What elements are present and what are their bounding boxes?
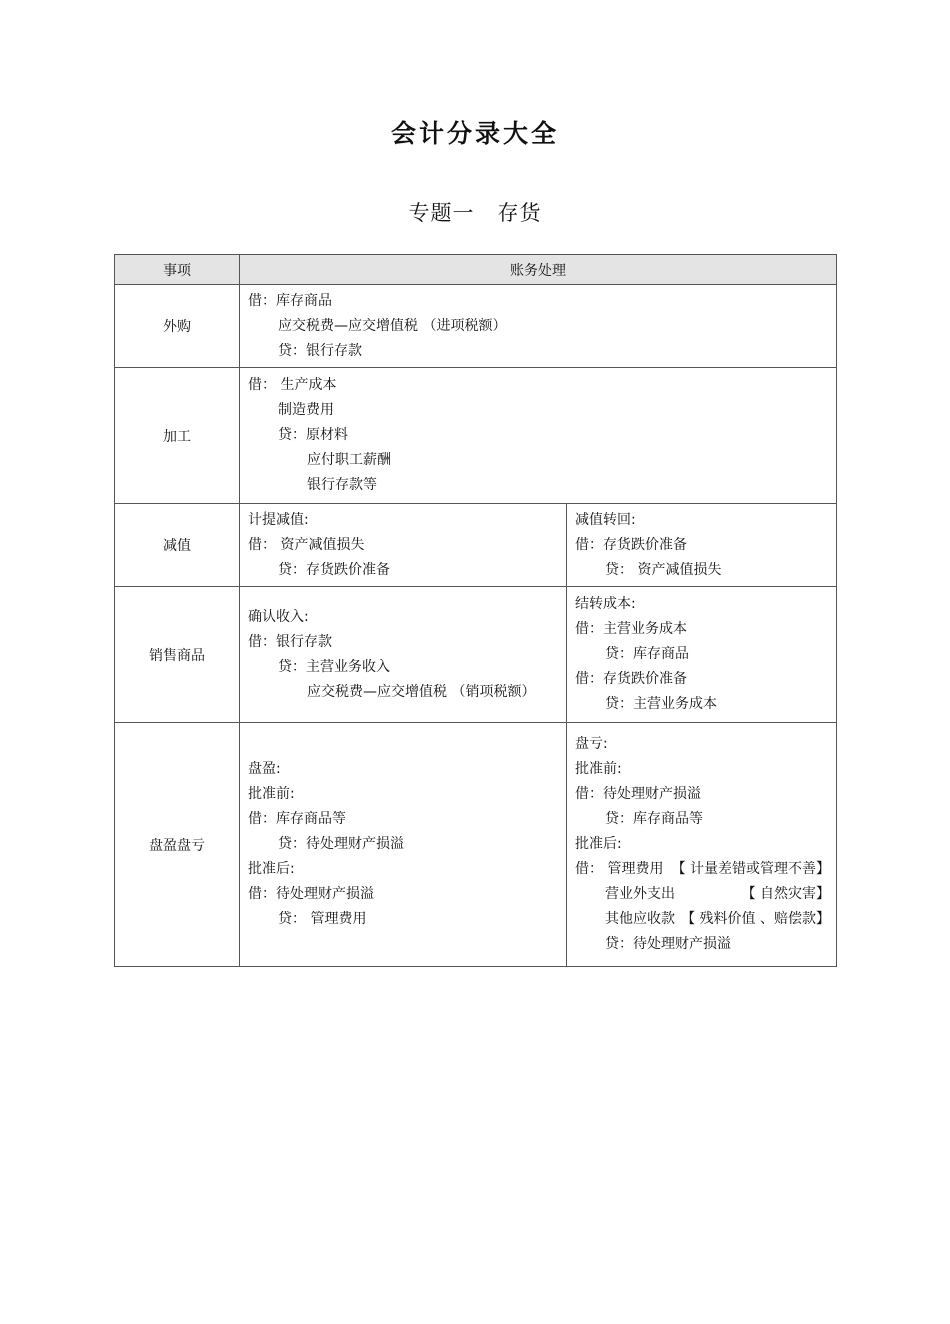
entry-line: 贷：存货跌价准备 xyxy=(278,561,390,578)
entry-note: 【 自然灾害】 xyxy=(741,886,830,902)
entry-line: 贷：主营业务收入 xyxy=(278,658,390,675)
row-item-label: 盘盈盘亏 xyxy=(115,723,240,967)
entry-line xyxy=(575,857,830,882)
entry-line: 贷： 管理费用 xyxy=(278,911,367,927)
entry-account: 其他应收款 xyxy=(605,911,675,927)
entry-line: 制造费用 xyxy=(278,402,334,418)
entry-line: 借：存货跌价准备 xyxy=(575,671,687,687)
row-treatment-right xyxy=(567,587,837,723)
entry-line xyxy=(575,907,830,932)
entry-line: 应交税费—应交增值税 （进项税额） xyxy=(278,317,507,334)
entry-line: 贷： 资产减值损失 xyxy=(605,561,722,578)
table-row-impairment xyxy=(115,504,837,587)
entry-line: 应付职工薪酬 xyxy=(307,452,391,468)
entry-line: 计提减值: xyxy=(248,511,309,528)
entry-line: 借：库存商品 xyxy=(248,292,332,309)
entry-line: 借：存货跌价准备 xyxy=(575,536,687,553)
entry-line: 批准前: xyxy=(575,761,622,777)
table-row-purchase xyxy=(115,285,837,368)
table-row-surplus-shortage xyxy=(115,723,837,967)
entry-line: 借：待处理财产损溢 xyxy=(248,886,374,902)
row-item-label: 外购 xyxy=(115,285,240,368)
entry-line: 批准后: xyxy=(575,836,622,852)
row-treatment-right xyxy=(567,504,837,587)
entry-account: 营业外支出 xyxy=(605,886,675,902)
entry-line: 借：待处理财产损溢 xyxy=(575,786,701,802)
entry-line: 借：主营业务成本 xyxy=(575,621,687,637)
entry-line: 批准前: xyxy=(248,786,295,802)
table-row-processing xyxy=(115,368,837,504)
entry-note: 【 残料价值 、赔偿款】 xyxy=(681,911,830,927)
entry-line: 贷：库存商品 xyxy=(605,646,689,662)
row-treatment-left xyxy=(240,504,567,587)
section-topic: 存货 xyxy=(497,201,542,225)
entry-line: 借：库存商品等 xyxy=(248,811,346,827)
table-header-row xyxy=(115,255,837,285)
row-treatment xyxy=(240,368,837,504)
entry-line: 应交税费—应交增值税 （销项税额） xyxy=(307,683,536,700)
entry-line: 贷：库存商品等 xyxy=(605,811,703,827)
section-title xyxy=(0,197,950,227)
row-item-label: 减值 xyxy=(115,504,240,587)
header-treatment: 账务处理 xyxy=(240,255,837,285)
entry-line: 借：银行存款 xyxy=(248,633,332,650)
row-item-label: 销售商品 xyxy=(115,587,240,723)
header-item: 事项 xyxy=(115,255,240,285)
row-item-label: 加工 xyxy=(115,368,240,504)
entry-line: 贷：待处理财产损溢 xyxy=(278,836,404,852)
row-treatment-right xyxy=(567,723,837,967)
row-treatment-left xyxy=(240,723,567,967)
row-treatment-left xyxy=(240,587,567,723)
journal-entries-table xyxy=(114,254,837,967)
row-treatment xyxy=(240,285,837,368)
entry-line: 结转成本: xyxy=(575,596,636,612)
entry-line xyxy=(575,882,830,907)
entry-note: 【 计量差错或管理不善】 xyxy=(671,861,830,877)
entry-line: 盘亏: xyxy=(575,736,608,752)
table-row-sales xyxy=(115,587,837,723)
entry-line: 借： 资产减值损失 xyxy=(248,536,365,553)
entry-account: 借： 管理费用 xyxy=(575,861,664,877)
entry-line: 贷：原材料 xyxy=(278,427,348,443)
entry-line: 贷：待处理财产损溢 xyxy=(605,936,731,952)
entry-line: 确认收入: xyxy=(248,608,309,625)
entry-line: 贷：主营业务成本 xyxy=(605,696,717,712)
entry-line: 贷：银行存款 xyxy=(278,342,362,359)
entry-line: 盘盈: xyxy=(248,761,281,777)
entry-line: 批准后: xyxy=(248,861,295,877)
entry-line: 银行存款等 xyxy=(307,477,377,493)
document-title: 会计分录大全 xyxy=(390,119,559,148)
section-number: 专题一 xyxy=(408,201,475,225)
entry-line: 借： 生产成本 xyxy=(248,377,337,393)
entry-line: 减值转回: xyxy=(575,511,636,528)
